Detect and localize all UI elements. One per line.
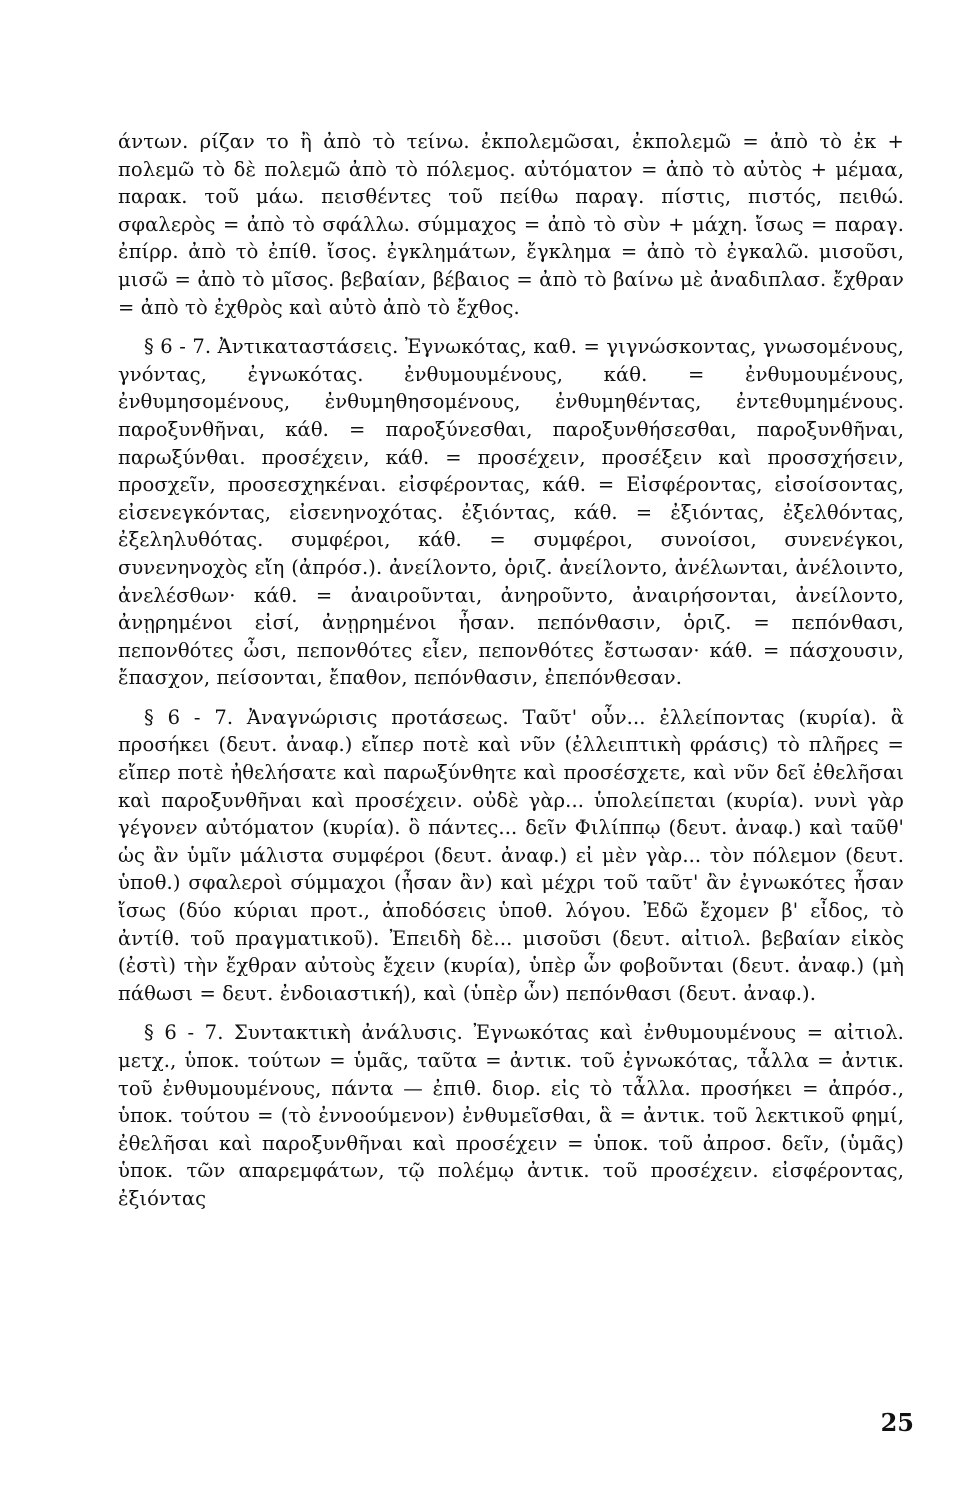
syntaktiki-paragraph: § 6 - 7. Συντακτικὴ ἀνάλυσις. Ἐγνωκότας καὶ ἐνθυμουμένους = αἰτιολ. μετχ., ὑποκ. τούτων = ὑμᾶς, ταῦτα = ἀντικ. τοῦ ἐγνωκότας, τἆλλα = ἀντικ. τοῦ ἐνθυμουμένους, πάντα — ἐπιθ. διορ. εἰς τὸ τἆλλα. προσήκει = ἀπρόσ., ὑποκ. τούτου = (τὸ ἐννοούμενον) ἐνθυμεῖσθαι, ἃ = ἀντικ. τοῦ λεκτικοῦ φημί, ἐθελῆσαι καὶ παροξυνθῆναι καὶ προσέχειν = ὑποκ. τοῦ ἀπροσ. δεῖν, (ὑμᾶς) ὑποκ. τῶν απαρεμφάτων, τῷ πολέμῳ ἀντικ. τοῦ προσέχειν. εἰσφέροντας, ἐξιόντας xyxy=(118,1021,904,1210)
body-text xyxy=(118,128,904,1213)
page-number: 25 xyxy=(880,1408,914,1437)
antikatastaseis-paragraph: § 6 - 7. Ἀντικαταστάσεις. Ἐγνωκότας, καθ. = γιγνώσκοντας, γνωσομένους, γνόντας, ἐγνωκότας. ἐνθυμουμένους, κάθ. = ἐνθυμουμένους, ἐνθυμησομένους, ἐνθυμηθησομένους, ἐνθυμηθέντας, ἐντεθυμημένους. παροξυνθῆναι, κάθ. = παροξύνεσθαι, παροξυνθήσεσθαι, παροξυνθῆναι, παρωξύνθαι. προσέχειν, κάθ. = προσέχειν, προσέξειν καὶ προσσχήσειν, προσχεῖν, προσεσχηκέναι. εἰσφέροντας, κάθ. = Εἰσφέροντας, εἰσοίσοντας, εἰσενεγκόντας, εἰσενηνοχότας. ἐξιόντας, κάθ. = ἐξιόντας, ἐξελθόντας, ἐξεληλυθότας. συμφέροι, κάθ. = συμφέροι, συνοίσοι, συνενέγκοι, συνενηνοχὸς εἴη (ἀπρόσ.). ἀνείλοντο, ὁριζ. ἀνείλοντο, ἀνέλωνται, ἀνέλοιντο, ἀνελέσθων· κάθ. = ἀναιροῦνται, ἀνηροῦντο, ἀναιρήσονται, ἀνείλοντο, ἀνῃρημένοι εἰσί, ἀνῃρημένοι ἦσαν. πεπόνθασιν, ὁριζ. = πεπόνθασι, πεπονθότες ὦσι, πεπονθότες εἶεν, πεπονθότες ἔστωσαν· κάθ. = πάσχουσιν, ἔπασχον, πείσονται, ἔπαθον, πεπόνθασιν, ἐπεπόνθεσαν. xyxy=(118,335,904,690)
etymology-paragraph: άντων. ρίζαν το ἢ ἀπὸ τὸ τείνω. ἐκπολεμῶσαι, ἐκπολεμῶ = ἀπὸ τὸ ἐκ + πολεμῶ τὸ δὲ πολεμῶ ἀπὸ τὸ πόλεμος. αὐτόματον = ἀπὸ τὸ αὐτὸς + μέμαα, παρακ. τοῦ μάω. πεισθέντες τοῦ πείθω παραγ. πίστις, πιστός, πειθώ. σφαλερὸς = ἀπὸ τὸ σφάλλω. σύμμαχος = ἀπὸ τὸ σὺν + μάχη. ἴσως = παραγ. ἐπίρρ. ἀπὸ τὸ ἐπίθ. ἴσος. ἐγκλημάτων, ἔγκλημα = ἀπὸ τὸ ἐγκαλῶ. μισοῦσι, μισῶ = ἀπὸ τὸ μῖσος. βεβαίαν, βέβαιος = ἀπὸ τὸ βαίνω μὲ ἀναδιπλασ. ἔχθραν = ἀπὸ τὸ ἐχθρὸς καὶ αὐτὸ ἀπὸ τὸ ἔχθος. xyxy=(118,130,904,319)
anagnorisis-paragraph: § 6 - 7. Ἀναγνώρισις προτάσεως. Ταῦτ' οὖν... ἐλλείποντας (κυρία). ἃ προσήκει (δευτ. ἀναφ.) εἴπερ ποτὲ καὶ νῦν (ἐλλειπτικὴ φράσις) τὸ πλῆρες = εἴπερ ποτὲ ἠθελήσατε καὶ παρωξύνθητε καὶ προσέσχετε, καὶ νῦν δεῖ ἐθελῆσαι καὶ παροξυνθῆναι καὶ προσέχειν. οὐδὲ γὰρ... ὑπολείπεται (κυρία). νυνὶ γὰρ γέγονεν αὐτόματον (κυρία). ὃ πάντες... δεῖν Φιλίππῳ (δευτ. ἀναφ.) καὶ ταῦθ' ὡς ἂν ὑμῖν μάλιστα συμφέροι (δευτ. ἀναφ.) εἰ μὲν γὰρ... τὸν πόλεμον (δευτ. ὑποθ.) σφαλεροὶ σύμμαχοι (ἦσαν ἂν) καὶ μέχρι τοῦ ταῦτ' ἂν ἐγνωκότες ἦσαν ἴσως (δύο κύριαι προτ., ἀποδόσεις ὑποθ. λόγου. Ἐδῶ ἔχομεν β' εἶδος, τὸ ἀντίθ. τοῦ πραγματικοῦ). Ἐπειδὴ δὲ... μισοῦσι (δευτ. αἰτιολ. βεβαίαν εἰκὸς (ἐστὶ) τὴν ἔχθραν αὐτοὺς ἔχειν (κυρία), ὑπὲρ ὧν φοβοῦνται (δευτ. ἀναφ.) (μὴ πάθωσι = δευτ. ἐνδοιαστική), καὶ (ὑπὲρ ὧν) πεπόνθασι (δευτ. ἀναφ.). xyxy=(118,705,904,1005)
